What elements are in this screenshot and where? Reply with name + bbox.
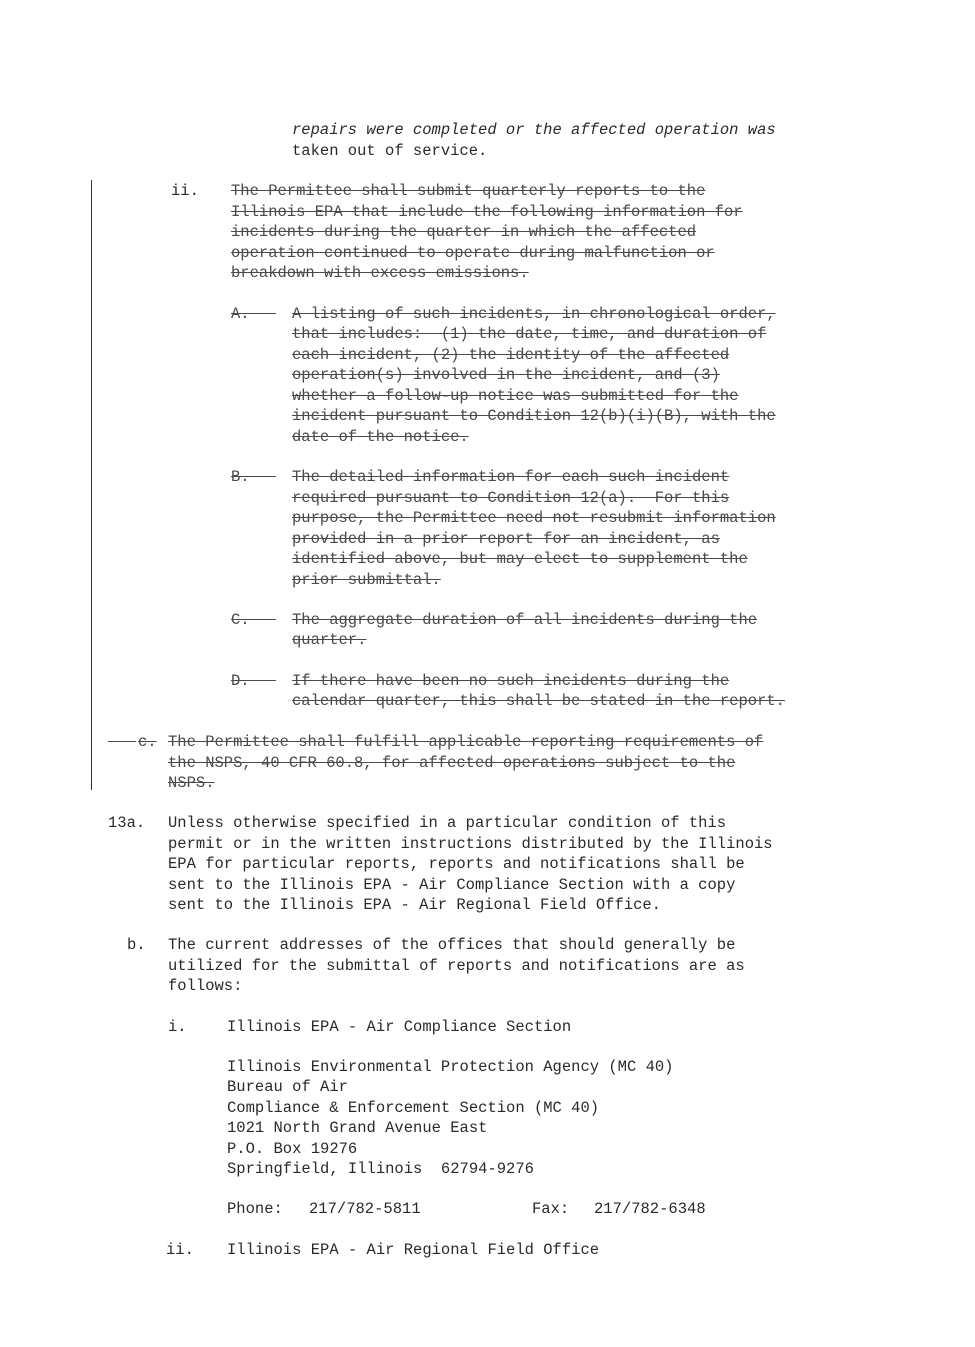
struck-line: NSPS. [168, 774, 215, 792]
item-number: C. [231, 611, 250, 629]
address-line: Compliance & Enforcement Section (MC 40) [227, 1099, 600, 1117]
struck-leader [248, 671, 276, 691]
struck-line: operation continued to operate during malfunction or [231, 244, 715, 262]
paragraph-line: sent to the Illinois EPA - Air Compliance Section with a copy [168, 876, 736, 894]
struck-line: The Permittee shall submit quarterly reports to the [231, 182, 706, 200]
address-line: Springfield, Illinois 62794-9276 [227, 1160, 534, 1178]
struck-line: If there have been no such incidents during the [292, 672, 730, 690]
phone-label: Phone: [227, 1200, 283, 1218]
struck-line: prior submittal. [292, 571, 441, 589]
office-title: Illinois EPA - Air Regional Field Office [227, 1241, 600, 1259]
item-number: ii. [171, 182, 199, 200]
struck-line: The detailed information for each such incident [292, 468, 730, 486]
struck-line: quarter. [292, 631, 367, 649]
struck-line: Illinois EPA that include the following information for [231, 203, 743, 221]
struck-line: The Permittee shall fulfill applicable reporting requirements of [168, 733, 764, 751]
office-title: Illinois EPA - Air Compliance Section [227, 1018, 572, 1036]
struck-leader [108, 732, 136, 752]
struck-line: provided in a prior report for an incident, as [292, 530, 720, 548]
struck-line: identified above, but may elect to supplement the [292, 550, 748, 568]
paragraph-line: permit or in the written instructions distributed by the Illinois [168, 835, 773, 853]
paragraph-line: EPA for particular reports, reports and notifications shall be [168, 855, 745, 873]
struck-line: calendar quarter, this shall be stated in the report. [292, 692, 785, 710]
paragraph-line: utilized for the submittal of reports and notifications are as [168, 957, 745, 975]
section-number: 13a. [108, 814, 146, 832]
item-number: ii. [166, 1241, 194, 1259]
phone-number: 217/782-5811 [309, 1200, 421, 1218]
item-number: i. [168, 1018, 187, 1036]
struck-line: each incident, (2) the identity of the affected [292, 346, 730, 364]
item-number: A. [231, 305, 250, 323]
paragraph-line: sent to the Illinois EPA - Air Regional Field Office. [168, 896, 661, 914]
fax-label: Fax: [532, 1200, 570, 1218]
struck-line: The aggregate duration of all incidents during the [292, 611, 758, 629]
struck-line: operation(s) involved in the incident, and (3) [292, 366, 720, 384]
paragraph-line: Unless otherwise specified in a particular condition of this [168, 814, 727, 832]
address-line: Illinois Environmental Protection Agency (MC 40) [227, 1058, 674, 1076]
item-number: B. [231, 468, 250, 486]
struck-line: date of the notice. [292, 428, 469, 446]
struck-line: incidents during the quarter in which the affected [231, 223, 697, 241]
struck-line: A listing of such incidents, in chronological order, [292, 305, 776, 323]
struck-line: breakdown with excess emissions. [231, 264, 529, 282]
paragraph-line: follows: [168, 977, 243, 995]
revision-bar [91, 180, 92, 790]
struck-leader [248, 610, 276, 630]
struck-line: incident pursuant to Condition 12(b)(i)(B), with the [292, 407, 776, 425]
paragraph-line: The current addresses of the offices that should generally be [168, 936, 736, 954]
struck-leader [248, 304, 276, 324]
section-number: b. [127, 936, 146, 954]
continuation-line: taken out of service. [292, 142, 488, 160]
item-number: D. [231, 672, 250, 690]
struck-line: purpose, the Permittee need not resubmit information [292, 509, 776, 527]
struck-line: that includes: (1) the date, time, and duration of [292, 325, 767, 343]
item-number: c. [138, 733, 157, 751]
fax-number: 217/782-6348 [594, 1200, 706, 1218]
address-line: 1021 North Grand Avenue East [227, 1119, 488, 1137]
address-line: P.O. Box 19276 [227, 1140, 358, 1158]
struck-line: required pursuant to Condition 12(a). For this [292, 489, 730, 507]
continuation-line: repairs were completed or the affected operation was [292, 121, 776, 139]
struck-line: the NSPS, 40 CFR 60.8, for affected operations subject to the [168, 754, 736, 772]
struck-leader [248, 467, 276, 487]
address-line: Bureau of Air [227, 1078, 348, 1096]
struck-line: whether a follow-up notice was submitted for the [292, 387, 739, 405]
